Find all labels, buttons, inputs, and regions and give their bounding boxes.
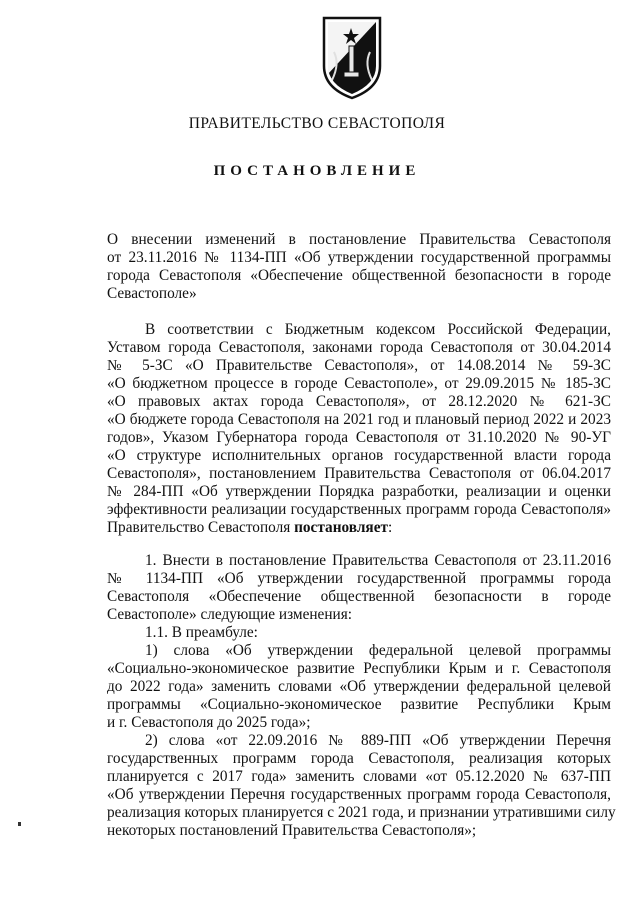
- document-type-heading: ПОСТАНОВЛЕНИЕ: [213, 163, 421, 179]
- sub-item-1-line: и г. Севастополя до 2025 года»;: [107, 714, 311, 731]
- sub-item-2-line: государственных программ города Севастополя, реализация которых: [107, 750, 611, 767]
- sub-item-2-line: «Об утверждении Перечня государственных программ города Севастополя,: [107, 786, 611, 803]
- preamble-line: Севастополя», постановлением Правительства Севастополя от 06.04.2017: [107, 465, 611, 482]
- sub-item-2-line: 2) слова «от 22.09.2016 № 889-ПП «Об утверждении Перечня: [145, 732, 611, 749]
- preamble-line: В соответствии с Бюджетным кодексом Российской Федерации,: [145, 321, 611, 338]
- scan-speck: [18, 822, 21, 826]
- title-line: Севастополе»: [107, 285, 197, 302]
- sub-item-1-line: «Социально-экономическое развитие Республики Крым и г. Севастополя: [107, 660, 611, 677]
- preamble-line: № 5-ЗС «О Правительстве Севастополя», от 14.08.2014 № 59-ЗС: [107, 357, 611, 374]
- sub-item-2-line: реализация которых планируется с 2021 года, и признании утратившими силу: [107, 804, 616, 821]
- sub-item-1-line: до 2022 года» заменить словами «Об утверждении федеральной целевой: [107, 678, 611, 695]
- item-1: [107, 552, 616, 840]
- organization-name: ПРАВИТЕЛЬСТВО СЕВАСТОПОЛЯ: [188, 115, 446, 132]
- item-1-1-heading: 1.1. В преамбуле:: [145, 624, 258, 641]
- preamble-line: «О бюджете города Севастополя на 2021 год и плановый период 2022 и 2023: [107, 411, 611, 428]
- sub-item-1-line: программы «Социально-экономическое развитие Республики Крым: [107, 696, 611, 713]
- preamble-colon: :: [388, 519, 393, 536]
- preamble-line: «О правовых актах города Севастополя», от 28.12.2020 № 621-ЗС: [107, 393, 611, 410]
- sevastopol-coat-of-arms-icon: [320, 14, 384, 100]
- sub-item-2-line: некоторых постановлений Правительства Севастополя»;: [107, 822, 477, 839]
- sub-item-2-line: планируется с 2017 года» заменить словами «от 05.12.2020 № 637-ПП: [107, 768, 611, 785]
- item-1-line: № 1134-ПП «Об утверждении государственной программы города: [107, 570, 611, 587]
- preamble-verb: постановляет: [294, 519, 388, 536]
- sub-item-1-line: 1) слова «Об утверждении федеральной целевой программы: [145, 642, 611, 659]
- preamble-subject: Правительство Севастополя: [107, 519, 291, 536]
- preamble: [107, 321, 611, 537]
- preamble-line: годов», Указом Губернатора города Севастополя от 31.10.2020 № 90-УГ: [107, 429, 611, 446]
- document-title: [107, 231, 611, 303]
- preamble-line: эффективности реализации государственных программ города Севастополя»: [107, 501, 611, 518]
- preamble-line: Уставом города Севастополя, законами города Севастополя от 30.04.2014: [107, 339, 611, 356]
- title-line: города Севастополя «Обеспечение общественной безопасности в городе: [107, 267, 611, 284]
- title-line: от 23.11.2016 № 1134-ПП «Об утверждении государственной программы: [107, 249, 611, 266]
- preamble-line: «О бюджетном процессе в городе Севастополе», от 29.09.2015 № 185-ЗС: [107, 375, 611, 392]
- item-1-line: Севастополя «Обеспечение общественной безопасности в городе: [107, 588, 611, 605]
- item-1-line: 1. Внести в постановление Правительства Севастополя от 23.11.2016: [145, 552, 611, 569]
- item-1-line: Севастополе» следующие изменения:: [107, 606, 353, 623]
- preamble-line: «О структуре исполнительных органов государственной власти города: [107, 447, 611, 464]
- preamble-line: № 284-ПП «Об утверждении Порядка разработки, реализации и оценки: [107, 483, 611, 500]
- title-line: О внесении изменений в постановление Правительства Севастополя: [107, 231, 611, 248]
- preamble-closing: [107, 519, 611, 537]
